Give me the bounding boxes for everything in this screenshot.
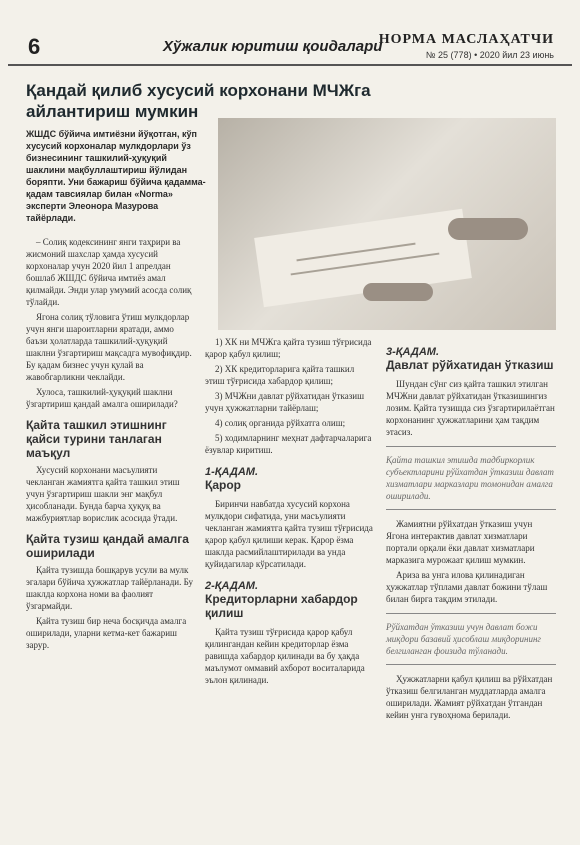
- page-header: [8, 30, 572, 62]
- paragraph: Хусусий корхонани масъулияти чекланган жамиятга қайта ташкил этиш учун ўзгартириш шакли энг мақбул ҳисобланади. Бунда барча ҳуқуқ ва мажбуриятлар ворислик асосида ўтади.: [26, 465, 180, 523]
- note-box: Қайта ташкил этишда тадбиркорлик субъектларини рўйхатдан ўтказиш давлат хизматлари марказлари томонидан амалга оширилади.: [386, 446, 556, 510]
- subheading: Қайта тузиш қандай амалга оширилади: [26, 532, 189, 560]
- paragraph: Хулоса, ташкилий-ҳуқуқий шаклни ўзгартириш қандай амалга оширилади?: [26, 387, 178, 409]
- issue-info: № 25 (778) • 2020 йил 23 июнь: [425, 50, 554, 60]
- column-2: [205, 336, 375, 689]
- list-item: 1) ХК ни МЧЖга қайта тузиш тўғрисида қарор қабул қилиш;: [205, 337, 372, 359]
- paragraph: – Солиқ кодексининг янги таҳрири ва жисмоний шахслар ҳамда хусусий корхоналар учун 2020 йил 1 апрелдан бошлаб ЖШДС бўйича имтиёз амал қилмайди. Энди улар умумий асосда солиқ тўлайди.: [26, 237, 192, 307]
- photo-hand: [363, 283, 433, 301]
- header-divider: [8, 64, 572, 66]
- article-lead: ЖШДС бўйича имтиёзни йўқотган, кўп хусусий корхоналар мулкдорлари ўз бизнесининг ташкилий-ҳуқуқий шаклини мақбуллаштириш йўлидан боряпти. Уни бажариш бўйича қадамма-қадам тавсиялар билан «Norma» эксперти Элеонора Мазурова тайёрлади.: [26, 129, 206, 223]
- step-label: 1-ҚАДАМ.: [205, 466, 259, 478]
- step-label: 2-ҚАДАМ.: [205, 580, 259, 592]
- publication-title: НОРМА МАСЛАҲАТЧИ: [378, 32, 554, 47]
- list-item: 4) солиқ органида рўйхатга олиш;: [215, 418, 346, 428]
- list-item: 2) ХК кредиторларига қайта ташкил этиш тўғрисида хабардор қилиш;: [205, 364, 355, 386]
- step-title: Қарор: [205, 478, 241, 492]
- paragraph: Қайта тузиш тўғрисида қарор қабул қилингандан кейин кредиторлар ёзма равишда хабардор қилинади ва бу ҳақда маълумот оммавий ахборот воситаларида эълон қилинади.: [205, 627, 365, 685]
- page-number: 6: [28, 34, 41, 59]
- note-box: Рўйхатдан ўтказиш учун давлат божи миқдори базавий ҳисоблаш миқдорининг белгиланган фоизида тўланади.: [386, 613, 556, 665]
- step-title: Давлат рўйхатидан ўтказиш: [386, 358, 554, 372]
- paragraph: Қайта тузиш бир неча босқичда амалга оширилади, уларни кетма-кет бажариш зарур.: [26, 616, 187, 650]
- paragraph: Жамиятни рўйхатдан ўтказиш учун Ягона интерактив давлат хизматлари портали орқали ёки давлат хизматлари марказига мурожаат қилиш мумкин.: [386, 519, 535, 565]
- step-label: 3-ҚАДАМ.: [386, 346, 440, 358]
- subheading: Қайта ташкил этишнинг қайси турини танлаган маъқул: [26, 418, 167, 460]
- column-1: [26, 236, 196, 654]
- paragraph: Биринчи навбатда хусусий корхона мулкдори сифатида, уни масъулияти чекланган жамиятга қайта тузиш тўғрисида қарор қабул қилиши керак. Қарор ёзма шаклда расмийлаштирилади ва унда қуйидагилар кўрсатилади.: [205, 499, 373, 569]
- paragraph: Ариза ва унга илова қилинадиган ҳужжатлар тўплами давлат божини тўлаш билан бирга тақдим этилади.: [386, 570, 548, 604]
- section-title: Хўжалик юритиш қоидалари: [163, 38, 383, 55]
- paragraph: Қайта тузишда бошқарув усули ва мулк эгалари бўйича ҳужжатлар тайёрланади. Бу шаклда корхона номи ва фаолият ўзгармайди.: [26, 565, 194, 611]
- article-headline: Қандай қилиб хусусий корхонани МЧЖга айлантириш мумкин: [26, 81, 371, 121]
- list-item: 5) ходимларнинг меҳнат дафтарчаларига ёзувлар киритиш.: [205, 433, 372, 455]
- photo-hand: [448, 218, 528, 240]
- paragraph: Ҳужжатларни қабул қилиш ва рўйхатдан ўтказиш белгиланган муддатларда амалга оширилади. Жамият рўйхатдан ўтгандан кейин унга гувоҳнома берилади.: [386, 674, 553, 720]
- column-3: [386, 336, 556, 724]
- paragraph: Ягона солиқ тўловига ўтиш мулкдорлар учун янги шароитларни яратади, аммо баъзи ҳолатларда ташкилий-ҳуқуқий шаклни ўзгартириш мақсадга мувофиқдир. Бу қадам бизнес учун қулай ва жавобгарликни чеклайди.: [26, 312, 192, 382]
- article-photo: [218, 118, 556, 330]
- paragraph: Шундан сўнг сиз қайта ташкил этилган МЧЖни давлат рўйхатидан ўтказишингиз лозим. Қайта тузишда сиз ўзгартирилаётган корхонанинг ҳужжатларини ҳам тақдим этасиз.: [386, 379, 555, 437]
- step-title: Кредиторларни хабардор қилиш: [205, 592, 358, 620]
- list-item: 3) МЧЖни давлат рўйхатидан ўтказиш учун ҳужжатларни тайёрлаш;: [205, 391, 365, 413]
